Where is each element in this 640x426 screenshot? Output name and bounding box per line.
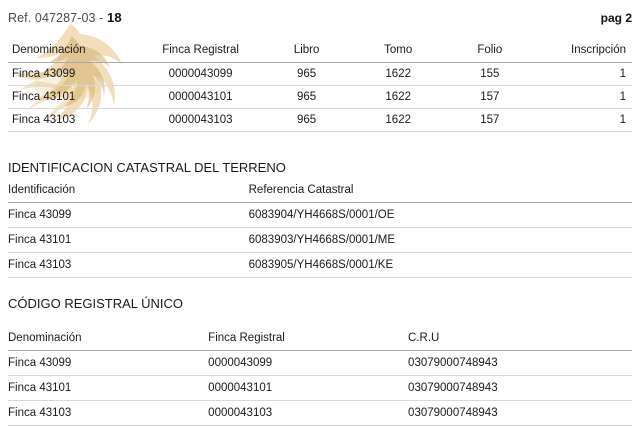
- catastral-header-row: [8, 182, 632, 203]
- cell-identificacion: Finca 43099: [8, 209, 72, 221]
- table-row: [8, 376, 632, 401]
- column-header-denominacion: Denominación: [8, 332, 82, 344]
- column-header-finca-registral: Finca Registral: [162, 44, 239, 56]
- cru-table-head: [8, 330, 632, 351]
- table-row: [8, 401, 632, 426]
- registral-table-body: [8, 63, 632, 132]
- cell-tomo: 1622: [385, 114, 411, 126]
- cell-identificacion: Finca 43101: [8, 234, 72, 246]
- registral-header-row: [8, 42, 632, 63]
- page-number: pag 2: [600, 11, 632, 25]
- cell-folio: 157: [480, 91, 500, 103]
- reference-prefix: Ref. 047287-03 -: [8, 11, 107, 25]
- column-header-tomo: Tomo: [384, 44, 413, 56]
- cell-folio: 157: [480, 114, 500, 126]
- cell-referencia: 6083903/YH4668S/0001/ME: [248, 234, 396, 246]
- reference-number: 18: [106, 10, 122, 25]
- cell-denominacion: Finca 43101: [8, 382, 72, 394]
- table-row: [8, 203, 632, 228]
- cell-finca: 0000043101: [208, 382, 273, 394]
- column-header-denominacion: Denominación: [12, 44, 86, 56]
- cru-table: [8, 330, 632, 426]
- cru-section-title: CÓDIGO REGISTRAL ÚNICO: [8, 296, 184, 311]
- cell-inscripcion: 1: [619, 114, 626, 126]
- table-row: [8, 109, 632, 132]
- cell-cru: 03079000748943: [408, 357, 498, 369]
- cell-cru: 03079000748943: [408, 407, 498, 419]
- table-row: [8, 253, 632, 278]
- cell-finca: 0000043103: [208, 407, 273, 419]
- cell-tomo: 1622: [385, 68, 411, 80]
- cell-denominacion: Finca 43099: [12, 68, 76, 80]
- cell-referencia: 6083905/YH4668S/0001/KE: [248, 259, 394, 271]
- cell-identificacion: Finca 43103: [8, 259, 72, 271]
- column-header-inscripcion: Inscripción: [571, 44, 626, 56]
- column-header-identificacion: Identificación: [8, 184, 76, 196]
- column-header-folio: Folio: [477, 44, 503, 56]
- cell-cru: 03079000748943: [408, 382, 498, 394]
- column-header-referencia-catastral: Referencia Catastral: [248, 184, 354, 196]
- cell-inscripcion: 1: [619, 91, 626, 103]
- cell-finca: 0000043103: [168, 114, 233, 126]
- table-row: [8, 63, 632, 86]
- cru-table-body: [8, 351, 632, 426]
- table-row: [8, 86, 632, 109]
- column-header-cru: C.R.U: [408, 332, 440, 344]
- cru-header-row: [8, 330, 632, 351]
- cell-denominacion: Finca 43103: [12, 114, 76, 126]
- table-row: [8, 228, 632, 253]
- catastral-table: [8, 182, 632, 278]
- column-header-finca-registral: Finca Registral: [208, 332, 285, 344]
- cell-denominacion: Finca 43103: [8, 407, 72, 419]
- cell-referencia: 6083904/YH4668S/0001/OE: [248, 209, 395, 221]
- cell-libro: 965: [296, 114, 317, 126]
- cell-finca: 0000043099: [208, 357, 273, 369]
- catastral-section-title: IDENTIFICACION CATASTRAL DEL TERRENO: [8, 160, 286, 175]
- table-row: [8, 351, 632, 376]
- cell-denominacion: Finca 43101: [12, 91, 76, 103]
- cell-libro: 965: [296, 91, 317, 103]
- catastral-table-body: [8, 203, 632, 278]
- catastral-table-head: [8, 182, 632, 203]
- cell-tomo: 1622: [385, 91, 411, 103]
- cell-finca: 0000043099: [168, 68, 233, 80]
- reference-label: [8, 10, 122, 25]
- cell-libro: 965: [296, 68, 317, 80]
- cell-finca: 0000043101: [168, 91, 233, 103]
- registral-table: [8, 42, 632, 132]
- column-header-libro: Libro: [293, 44, 320, 56]
- registral-table-head: [8, 42, 632, 63]
- document-header: [8, 10, 632, 25]
- cell-folio: 155: [480, 68, 500, 80]
- cell-inscripcion: 1: [619, 68, 626, 80]
- cell-denominacion: Finca 43099: [8, 357, 72, 369]
